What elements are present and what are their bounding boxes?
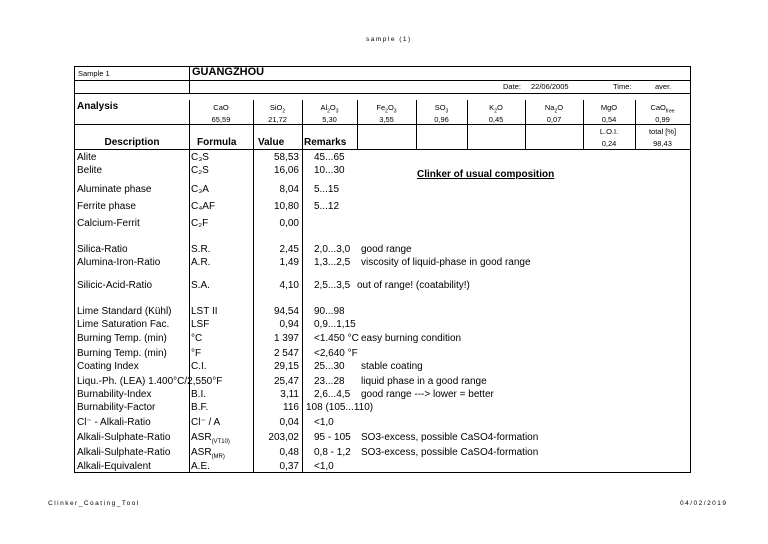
- row-description: Silicic-Acid-Ratio: [77, 280, 153, 291]
- row-remark: out of range! (coatability!): [357, 280, 470, 291]
- row-range: 45...65: [314, 152, 345, 163]
- row-range: 5...12: [314, 201, 340, 212]
- row-description: Ferrite phase: [77, 201, 136, 212]
- col-description: Description: [104, 137, 160, 148]
- time-label: Time:: [613, 82, 632, 91]
- row-value: 1 397: [273, 333, 299, 344]
- row-formula: C₃S: [191, 152, 209, 163]
- row-value: 25,47: [273, 376, 299, 387]
- page-title: sample (1): [366, 36, 412, 43]
- row-value: 2,45: [279, 244, 299, 255]
- row-description: Burning Temp. (min): [77, 333, 167, 344]
- col-formula: Formula: [197, 137, 237, 148]
- time-value: aver.: [655, 82, 672, 91]
- row-description: Alkali-Equivalent: [77, 461, 151, 472]
- row-formula: S.R.: [191, 244, 211, 255]
- row-value: 0,94: [279, 319, 299, 330]
- oxide-na2o: $Na_2O$: [544, 103, 564, 115]
- row-description: Burning Temp. (min): [77, 348, 167, 359]
- oxide-value: 65,59: [211, 115, 231, 124]
- row-value: 0,48: [279, 447, 299, 458]
- row-formula: C₂F: [191, 218, 209, 229]
- row-range: 23...28: [314, 376, 345, 387]
- clinker-note: Clinker of usual composition: [417, 169, 555, 180]
- row-formula-subscript: (VT10): [211, 439, 230, 445]
- row-value: 0,04: [279, 417, 299, 428]
- oxide-value: 0,99: [655, 115, 670, 124]
- oxide-fe2o3: $Fe_2O_3$: [376, 103, 397, 115]
- total-label: total [%]: [648, 127, 677, 136]
- row-description: Belite: [77, 165, 103, 176]
- footer-date: 04/02/2019: [680, 500, 728, 507]
- row-formula: $ASR_{(MR)}$: [191, 447, 225, 460]
- row-formula: A.R.: [191, 257, 211, 268]
- oxide-al2o3: $Al_2O_3$: [320, 103, 339, 115]
- date-value: 22/06/2005: [531, 82, 569, 91]
- loi-value: 0,24: [601, 139, 617, 148]
- row-formula: S.A.: [191, 280, 210, 291]
- row-range: 5...15: [314, 184, 340, 195]
- row-remark: stable coating: [361, 361, 423, 372]
- row-range: 2,0...3,0: [314, 244, 351, 255]
- row-range: <2,640 °F: [314, 348, 358, 359]
- row-formula: B.I.: [191, 389, 207, 400]
- row-range: 10...30: [314, 165, 345, 176]
- oxide-cao: CaO: [213, 103, 229, 112]
- row-range: <1.450 °C: [314, 333, 359, 344]
- row-range: 1,3...2,5: [314, 257, 351, 268]
- row-range: 108 (105...110): [306, 402, 374, 413]
- row-value: 116: [283, 402, 299, 413]
- row-formula: A.E.: [191, 461, 210, 472]
- oxide-value: 0,07: [546, 115, 562, 124]
- row-value: 58,53: [273, 152, 299, 163]
- row-range: 0,9...1,15: [314, 319, 356, 330]
- row-formula: °C: [191, 333, 203, 344]
- row-value: 1,49: [279, 257, 299, 268]
- row-description: Silica-Ratio: [77, 244, 128, 255]
- row-formula: B.F.: [191, 402, 209, 413]
- row-range: <1,0: [314, 417, 334, 428]
- sample-name: GUANGZHOU: [192, 66, 265, 78]
- row-range: 90...98: [314, 306, 345, 317]
- oxide-value: 3,55: [379, 115, 394, 124]
- row-value: 203,02: [268, 432, 299, 443]
- oxide-k2o: $K_2O$: [489, 103, 503, 115]
- row-description: Alkali-Sulphate-Ratio: [77, 447, 171, 458]
- clinker-sheet: [74, 66, 691, 473]
- oxide-sio2: SiO$_2$: [269, 103, 286, 115]
- oxide-mgo: MgO: [600, 103, 618, 112]
- row-description: Aluminate phase: [77, 184, 152, 195]
- row-remark: easy burning condition: [361, 333, 462, 344]
- row-range: 2,6...4,5: [314, 389, 351, 400]
- row-description: Liqu.-Ph. (LEA) 1.400°C/2,550°F: [77, 376, 223, 387]
- oxide-value: 5,30: [322, 115, 337, 124]
- row-range: 0,8 - 1,2: [314, 447, 351, 458]
- row-description: Alumina-Iron-Ratio: [77, 257, 161, 268]
- row-value: 2 547: [273, 348, 299, 359]
- row-formula: Cl⁻ / A: [191, 417, 221, 428]
- footer-tool-name: Clinker_Coating_Tool: [48, 500, 140, 507]
- row-formula: LSF: [191, 319, 210, 330]
- row-value: 8,04: [279, 184, 299, 195]
- row-formula: C₄AF: [191, 201, 216, 212]
- row-value: 29,15: [273, 361, 299, 372]
- oxide-so3: $SO_3$: [434, 103, 449, 115]
- row-description: Calcium-Ferrit: [77, 218, 140, 229]
- col-remarks: Remarks: [304, 137, 347, 148]
- row-remark: viscosity of liquid-phase in good range: [361, 257, 531, 268]
- row-description: Lime Standard (Kühl): [77, 306, 172, 317]
- row-remark: good range: [361, 244, 412, 255]
- row-description: Alite: [77, 152, 97, 163]
- row-remark: good range ---> lower = better: [361, 389, 494, 400]
- row-description: Alkali-Sulphate-Ratio: [77, 432, 171, 443]
- row-value: 16,06: [273, 165, 299, 176]
- row-formula-subscript: (MR): [211, 454, 225, 460]
- row-description: Cl⁻ - Alkali-Ratio: [77, 417, 151, 428]
- row-range: 95 - 105: [314, 432, 351, 443]
- row-formula: C₂S: [191, 165, 209, 176]
- row-description: Burnability-Index: [77, 389, 152, 400]
- row-description: Coating Index: [77, 361, 139, 372]
- col-value: Value: [258, 137, 285, 148]
- row-value: 4,10: [279, 280, 299, 291]
- oxide-value: 0,54: [601, 115, 617, 124]
- row-value: 94,54: [273, 306, 299, 317]
- row-remark: liquid phase in a good range: [361, 376, 487, 387]
- row-formula: C₃A: [191, 184, 209, 195]
- oxide-caofree: CaO$_{free}$: [650, 103, 675, 115]
- row-formula: LST II: [191, 306, 218, 317]
- analysis-label: Analysis: [77, 101, 119, 112]
- total-value: 98,43: [653, 139, 672, 148]
- date-label: Date:: [503, 82, 521, 91]
- oxide-value: 0,45: [488, 115, 504, 124]
- row-range: 25...30: [314, 361, 345, 372]
- row-description: Burnability-Factor: [77, 402, 156, 413]
- loi-label: L.O.I.: [599, 127, 619, 136]
- row-value: 0,37: [279, 461, 299, 472]
- row-remark: SO3-excess, possible CaSO4-formation: [361, 447, 539, 458]
- row-formula: $ASR_{(VT10)}$: [191, 432, 230, 445]
- row-range: 2,5...3,5: [314, 280, 351, 291]
- oxide-value: 21,72: [268, 115, 287, 124]
- row-formula: C.I.: [191, 361, 207, 372]
- oxide-value: 0,96: [434, 115, 449, 124]
- row-range: <1,0: [314, 461, 334, 472]
- row-value: 0,00: [279, 218, 299, 229]
- row-formula: °F: [191, 348, 202, 359]
- row-remark: SO3-excess, possible CaSO4-formation: [361, 432, 539, 443]
- sample-label: Sample 1: [78, 69, 110, 78]
- row-description: Lime Saturation Fac.: [77, 319, 170, 330]
- row-value: 3,11: [280, 389, 299, 400]
- row-value: 10,80: [273, 201, 299, 212]
